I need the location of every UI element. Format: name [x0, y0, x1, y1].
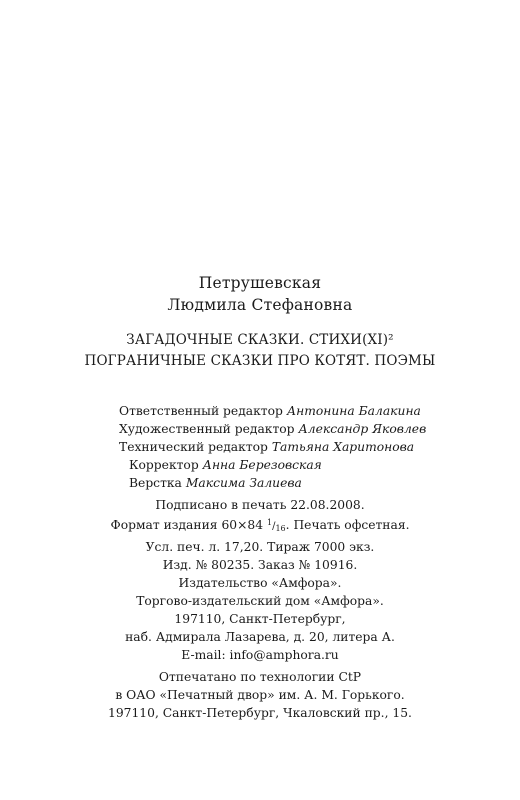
staff-credit — [119, 456, 426, 474]
author-block — [0, 272, 520, 316]
format-denominator: 16 — [275, 524, 286, 533]
book-title-line-2: ПОГРАНИЧНЫЕ СКАЗКИ ПРО КОТЯТ. ПОЭМЫ — [84, 353, 436, 369]
format-line — [0, 514, 520, 538]
format-fraction: $^1/_{16}$ — [266, 518, 286, 533]
staff-role: Технический редактор — [119, 440, 268, 454]
staff-credit — [119, 420, 426, 438]
publisher-email: E-mail: info@amphora.ru — [181, 648, 339, 662]
printer-line: 197110, Санкт-Петербург, Чкаловский пр., 15. — [108, 706, 412, 720]
printer-line: в ОАО «Печатный двор» им. А. М. Горького. — [115, 688, 405, 702]
signed-to-print: Подписано в печать 22.08.2008. — [155, 498, 365, 512]
staff-credit — [119, 438, 426, 456]
staff-role: Художественный редактор — [119, 422, 295, 436]
print-sheets: Усл. печ. л. 17,20. Тираж 7000 экз. — [145, 540, 375, 554]
author-surname: Петрушевская — [198, 274, 322, 292]
staff-role: Корректор — [129, 458, 199, 472]
book-title — [0, 330, 520, 372]
book-title-line-1: ЗАГАДОЧНЫЕ СКАЗКИ. СТИХИ(ХI)² — [126, 332, 394, 348]
printer-info — [0, 668, 520, 722]
format-suffix: . Печать офсетная. — [285, 518, 410, 532]
staff-person: Антонина Балакина — [286, 404, 421, 418]
printer-line: Отпечатано по технологии CtP — [158, 670, 362, 684]
staff-credit — [119, 474, 426, 492]
publisher-line: наб. Адмирала Лазарева, д. 20, литера А. — [125, 630, 395, 644]
author-given-names: Людмила Стефановна — [167, 296, 353, 314]
publisher-info — [0, 574, 520, 664]
staff-role: Ответственный редактор — [119, 404, 283, 418]
staff-role: Верстка — [129, 476, 182, 490]
staff-person: Татьяна Харитонова — [271, 440, 415, 454]
format-numerator: 1 — [266, 518, 273, 527]
staff-person: Александр Яковлев — [298, 422, 427, 436]
publisher-line: Издательство «Амфора». — [178, 576, 342, 590]
staff-credit — [119, 402, 426, 420]
format-prefix: Формат издания 60×84 — [110, 518, 264, 532]
staff-person: Максима Залиева — [185, 476, 302, 490]
staff-person: Анна Березовская — [202, 458, 322, 472]
publication-details — [0, 496, 520, 574]
publisher-line: 197110, Санкт-Петербург, — [174, 612, 346, 626]
order-number: Изд. № 80235. Заказ № 10916. — [162, 558, 358, 572]
staff-credits — [119, 402, 426, 492]
publisher-line: Торгово-издательский дом «Амфора». — [136, 594, 384, 608]
